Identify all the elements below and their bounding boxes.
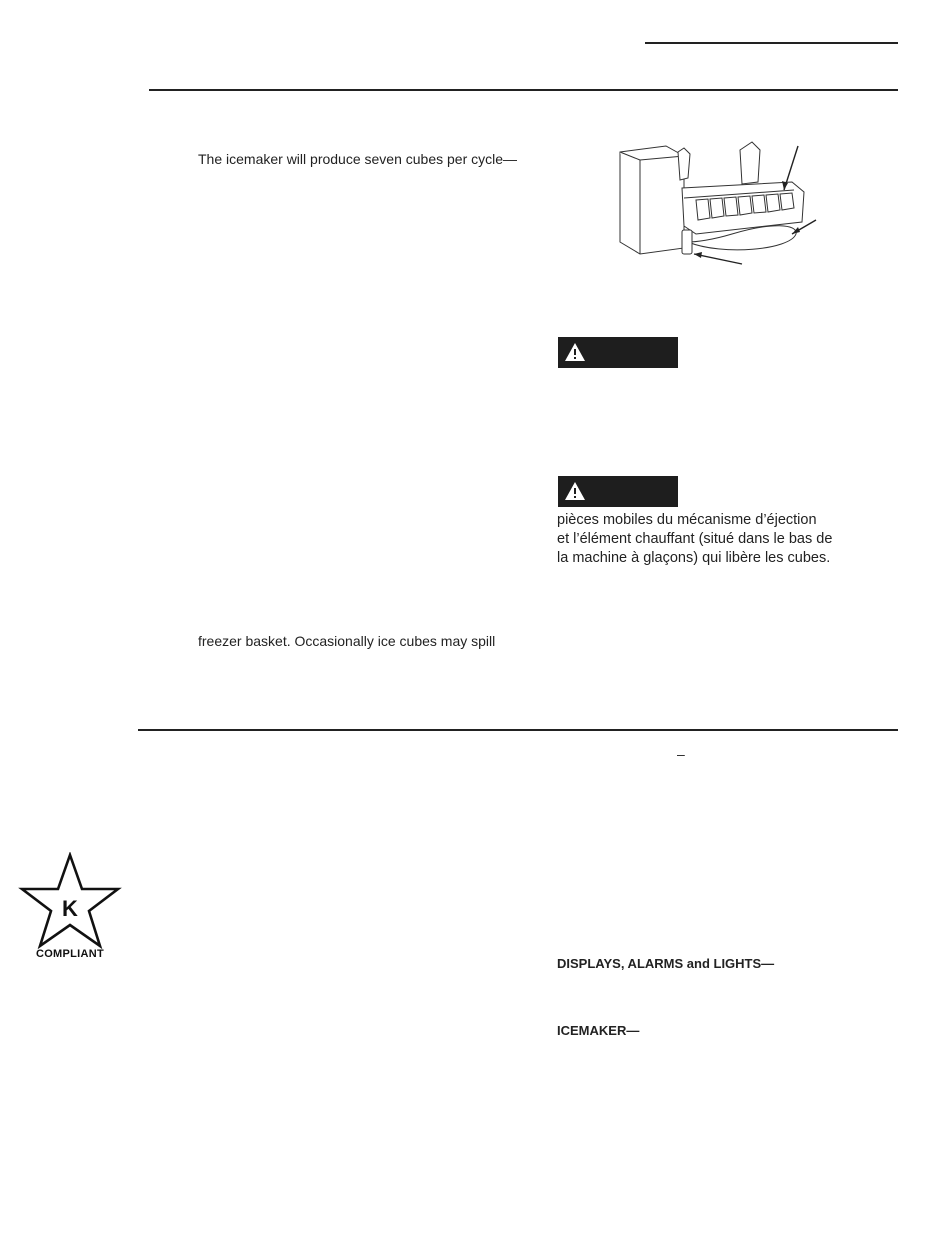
dash-mark: – [677, 746, 685, 762]
warning-triangle-icon [564, 342, 586, 362]
warning-2-line-3: la machine à glaçons) qui libère les cubes. [557, 550, 831, 566]
icemaker-illustration [612, 138, 834, 273]
header-rule [149, 89, 898, 91]
header-short-rule [645, 42, 898, 44]
icemaker-heading: ICEMAKER— [557, 1023, 640, 1038]
section-rule [138, 729, 898, 731]
badge-letter: K [62, 896, 78, 921]
warning-triangle-icon [564, 481, 586, 501]
icemaker-cycle-text: The icemaker will produce seven cubes per cycle— [198, 151, 518, 167]
warning-label-1 [558, 337, 678, 368]
warning-label-2 [558, 476, 678, 507]
freezer-basket-text: freezer basket. Occasionally ice cubes may spill [198, 633, 496, 649]
warning-2-line-2: et l’élément chauffant (situé dans le bas de [557, 531, 833, 547]
compliant-label: COMPLIANT [35, 948, 105, 960]
displays-heading: DISPLAYS, ALARMS and LIGHTS— [557, 956, 775, 971]
warning-2-line-1: pièces mobiles du mécanisme d’éjection [557, 512, 817, 528]
